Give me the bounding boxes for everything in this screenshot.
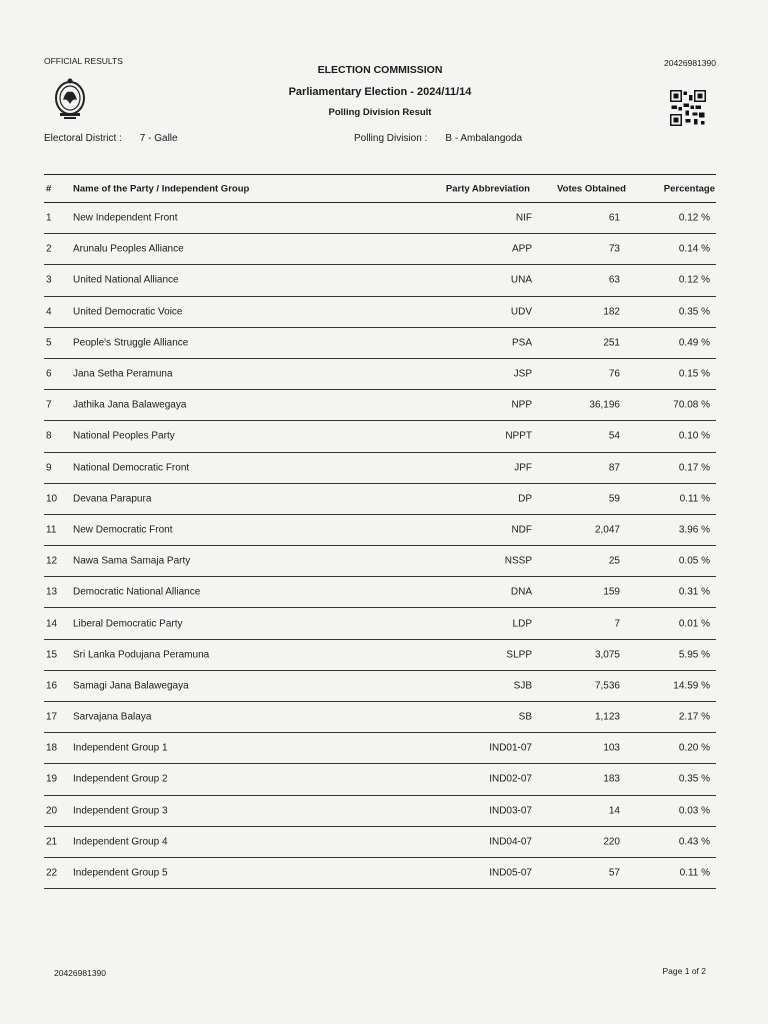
party-abbreviation: SB — [518, 711, 532, 723]
party-name: Independent Group 3 — [73, 805, 168, 817]
party-abbreviation: NSSP — [504, 555, 532, 567]
party-abbreviation: SLPP — [506, 649, 532, 661]
vote-percentage: 0.43 % — [678, 836, 710, 848]
table-row — [44, 328, 716, 359]
party-abbreviation: NIF — [515, 212, 532, 224]
votes-obtained: 57 — [608, 867, 620, 879]
document-code-footer: 20426981390 — [54, 968, 107, 978]
votes-obtained: 159 — [603, 586, 620, 598]
row-number: 17 — [46, 711, 58, 723]
party-abbreviation: IND02-07 — [489, 773, 532, 785]
vote-percentage: 0.35 % — [678, 306, 710, 318]
votes-obtained: 220 — [603, 836, 620, 848]
party-name: Liberal Democratic Party — [73, 618, 183, 630]
party-name: Jana Setha Peramuna — [73, 368, 173, 380]
row-number: 5 — [46, 337, 52, 349]
votes-obtained: 87 — [608, 462, 620, 474]
header-abbreviation: Party Abbreviation — [445, 183, 530, 194]
row-number: 13 — [46, 586, 58, 598]
votes-obtained: 182 — [603, 306, 620, 318]
row-number: 10 — [46, 493, 58, 505]
table-row — [44, 577, 716, 608]
table-row — [44, 796, 716, 827]
vote-percentage: 0.49 % — [678, 337, 710, 349]
row-number: 3 — [46, 274, 52, 286]
votes-obtained: 251 — [603, 337, 620, 349]
vote-percentage: 0.12 % — [678, 212, 710, 224]
row-number: 1 — [46, 212, 52, 224]
votes-obtained: 63 — [608, 274, 620, 286]
party-name: People's Struggle Alliance — [73, 337, 189, 349]
row-number: 22 — [46, 867, 58, 879]
party-abbreviation: PSA — [511, 337, 532, 349]
row-number: 12 — [46, 555, 58, 567]
party-name: Independent Group 5 — [73, 867, 168, 879]
row-number: 19 — [46, 773, 58, 785]
party-name: National Democratic Front — [73, 462, 190, 474]
table-row — [44, 421, 716, 452]
row-number: 14 — [46, 618, 58, 630]
table-row — [44, 390, 716, 421]
header-party-name: Name of the Party / Independent Group — [73, 183, 250, 194]
table-row — [44, 297, 716, 328]
table-row — [44, 484, 716, 515]
row-number: 6 — [46, 368, 52, 380]
party-abbreviation: LDP — [512, 618, 532, 630]
table-row — [44, 702, 716, 733]
official-results-label: OFFICIAL RESULTS — [44, 56, 123, 66]
vote-percentage: 70.08 % — [673, 399, 710, 411]
party-name: Devana Parapura — [73, 493, 152, 505]
row-number: 7 — [46, 399, 52, 411]
party-abbreviation: SJB — [513, 680, 532, 692]
party-name: National Peoples Party — [73, 430, 175, 442]
vote-percentage: 0.31 % — [678, 586, 710, 598]
party-abbreviation: IND01-07 — [489, 742, 532, 754]
party-name: Democratic National Alliance — [73, 586, 201, 598]
row-number: 16 — [46, 680, 58, 692]
vote-percentage: 0.05 % — [678, 555, 710, 567]
party-abbreviation: NDF — [511, 524, 532, 536]
document-code-top: 20426981390 — [663, 58, 716, 68]
table-row — [44, 359, 716, 390]
district-label: Electoral District : — [44, 133, 122, 144]
table-row — [44, 827, 716, 858]
party-name: Sarvajana Balaya — [73, 711, 152, 723]
district-value: 7 - Galle — [139, 133, 178, 144]
party-abbreviation: UNA — [510, 274, 532, 286]
header-number: # — [46, 183, 52, 194]
page-number: Page 1 of 2 — [662, 966, 706, 976]
row-number: 20 — [46, 805, 58, 817]
vote-percentage: 2.17 % — [678, 711, 710, 723]
table-row — [44, 546, 716, 577]
vote-percentage: 0.10 % — [678, 430, 710, 442]
header-percentage: Percentage — [663, 183, 715, 194]
row-number: 11 — [46, 524, 57, 536]
table-row — [44, 733, 716, 764]
party-name: Arunalu Peoples Alliance — [73, 243, 184, 255]
row-number: 4 — [46, 306, 52, 318]
table-row — [44, 671, 716, 702]
party-name: Jathika Jana Balawegaya — [73, 399, 187, 411]
vote-percentage: 0.15 % — [678, 368, 710, 380]
votes-obtained: 1,123 — [594, 711, 620, 723]
votes-obtained: 103 — [603, 742, 620, 754]
table-row — [44, 234, 716, 265]
header-votes: Votes Obtained — [557, 183, 626, 194]
party-name: Independent Group 2 — [73, 773, 168, 785]
party-name: Independent Group 1 — [73, 742, 168, 754]
party-abbreviation: UDV — [510, 306, 532, 318]
votes-obtained: 25 — [608, 555, 620, 567]
row-number: 15 — [46, 649, 58, 661]
qr-code-icon — [670, 90, 706, 126]
votes-obtained: 76 — [608, 368, 620, 380]
vote-percentage: 0.11 % — [679, 493, 710, 505]
result-subtitle: Polling Division Result — [328, 107, 432, 118]
votes-obtained: 36,196 — [589, 399, 620, 411]
party-name: Samagi Jana Balawegaya — [73, 680, 189, 692]
vote-percentage: 14.59 % — [673, 680, 710, 692]
table-row — [44, 265, 716, 296]
electoral-district — [44, 133, 178, 144]
results-table — [44, 174, 716, 889]
table-row — [44, 203, 716, 234]
votes-obtained: 61 — [608, 212, 620, 224]
table-row — [44, 764, 716, 795]
party-abbreviation: JSP — [513, 368, 532, 380]
votes-obtained: 59 — [608, 493, 620, 505]
votes-obtained: 7,536 — [594, 680, 620, 692]
table-body — [44, 203, 716, 889]
table-row — [44, 858, 716, 889]
vote-percentage: 0.20 % — [678, 742, 710, 754]
votes-obtained: 54 — [608, 430, 620, 442]
row-number: 18 — [46, 742, 58, 754]
party-name: Sri Lanka Podujana Peramuna — [73, 649, 210, 661]
votes-obtained: 3,075 — [594, 649, 620, 661]
table-header — [44, 174, 716, 203]
organization-name: ELECTION COMMISSION — [317, 64, 443, 76]
table-row — [44, 453, 716, 484]
party-abbreviation: DNA — [510, 586, 532, 598]
votes-obtained: 73 — [608, 243, 620, 255]
row-number: 9 — [46, 462, 52, 474]
party-name: New Independent Front — [73, 212, 178, 224]
vote-percentage: 0.01 % — [678, 618, 710, 630]
votes-obtained: 183 — [603, 773, 620, 785]
vote-percentage: 0.11 % — [679, 867, 710, 879]
vote-percentage: 5.95 % — [678, 649, 710, 661]
party-name: New Democratic Front — [73, 524, 173, 536]
party-abbreviation: NPPT — [505, 430, 532, 442]
division-label: Polling Division : — [354, 133, 428, 144]
row-number: 2 — [46, 243, 52, 255]
party-abbreviation: DP — [518, 493, 532, 505]
votes-obtained: 7 — [614, 618, 620, 630]
table-row — [44, 515, 716, 546]
division-value: B - Ambalangoda — [445, 133, 523, 144]
election-title: Parliamentary Election - 2024/11/14 — [288, 86, 472, 98]
vote-percentage: 0.35 % — [678, 773, 710, 785]
polling-division — [354, 133, 522, 144]
votes-obtained: 14 — [608, 805, 620, 817]
party-name: United National Alliance — [73, 274, 179, 286]
party-abbreviation: IND04-07 — [489, 836, 532, 848]
table-row — [44, 640, 716, 671]
votes-obtained: 2,047 — [594, 524, 620, 536]
party-abbreviation: JPF — [514, 462, 532, 474]
vote-percentage: 3.96 % — [678, 524, 710, 536]
vote-percentage: 0.12 % — [678, 274, 710, 286]
party-name: Independent Group 4 — [73, 836, 168, 848]
row-number: 21 — [46, 836, 58, 848]
vote-percentage: 0.03 % — [678, 805, 710, 817]
vote-percentage: 0.17 % — [678, 462, 710, 474]
vote-percentage: 0.14 % — [678, 243, 710, 255]
party-name: United Democratic Voice — [73, 306, 183, 318]
row-number: 8 — [46, 430, 52, 442]
party-name: Nawa Sama Samaja Party — [73, 555, 191, 567]
party-abbreviation: IND05-07 — [489, 867, 532, 879]
party-abbreviation: IND03-07 — [489, 805, 532, 817]
party-abbreviation: NPP — [511, 399, 532, 411]
table-row — [44, 608, 716, 639]
party-abbreviation: APP — [511, 243, 532, 255]
